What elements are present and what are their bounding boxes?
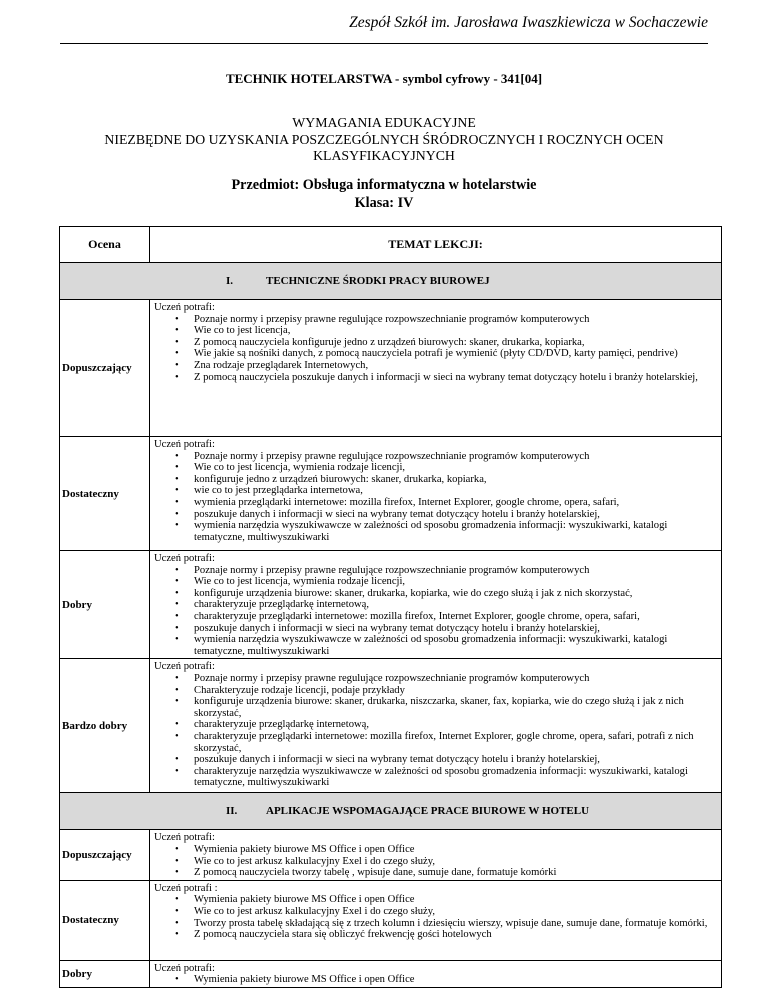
requirements-list — [154, 974, 717, 986]
grade-row — [60, 880, 722, 960]
list-item: • Z pomocą nauczyciela poszukuje danych i informacji w sieci na wybrany temat dotyczący hotelu i branży hotelarskiej, — [154, 372, 717, 384]
list-item: • Wie co to jest licencja, wymienia rodzaje licencji, — [154, 576, 717, 588]
list-item: • Poznaje normy i przepisy prawne regulujące rozpowszechnianie programów komputerowych — [154, 565, 717, 577]
list-item: • poszukuje danych i informacji w sieci na wybrany temat dotyczący hotelu i branży hotelarskiej, — [154, 623, 717, 635]
class-level: Klasa: IV — [354, 195, 414, 211]
list-item: • Wymienia pakiety biurowe MS Office i open Office — [154, 844, 717, 856]
grade-row — [60, 437, 722, 551]
list-item: • Z pomocą nauczyciela stara się obliczyć frekwencję gości hotelowych — [154, 929, 717, 941]
grade-row — [60, 830, 722, 880]
section-title: TECHNICZNE ŚRODKI PRACY BIUROWEJ — [266, 275, 490, 287]
profession-line — [0, 71, 768, 87]
section-heading — [60, 793, 722, 830]
list-item: • Z pomocą nauczyciela konfiguruje jedno z urządzeń biurowych: skaner, drukarka, kopiarka, — [154, 337, 717, 349]
list-item: • charakteryzuje przeglądarkę internetową, — [154, 599, 717, 611]
requirements-line-1: WYMAGANIA EDUKACYJNE — [292, 115, 476, 130]
subject-name: Przedmiot: Obsługa informatyczna w hotelarstwie — [231, 177, 537, 193]
school-name-header: Zespół Szkół im. Jarosława Iwaszkiewicza w Sochaczewie — [349, 14, 708, 31]
list-item: • Poznaje normy i przepisy prawne regulujące rozpowszechnianie programów komputerowych — [154, 673, 717, 685]
list-item: • charakteryzuje narzędzia wyszukiwawcze w zależności od sposobu gromadzenia informacji: wyszukiwarki, katalogi tematyczne, multiwyszukiwarki — [154, 766, 717, 789]
list-item: • Wie co to jest licencja, — [154, 325, 717, 337]
list-item: • wymienia narzędzia wyszukiwawcze w zależności od sposobu gromadzenia informacji: wyszukiwarki, katalogi tematyczne, multiwyszukiwarki — [154, 520, 717, 543]
list-item: • charakteryzuje przeglądarkę internetową, — [154, 719, 717, 731]
grade-requirements — [150, 551, 722, 659]
grade-label: Dobry — [60, 551, 150, 659]
requirements-line-3: KLASYFIKACYJNYCH — [313, 148, 455, 163]
requirements-lead: Uczeń potrafi: — [154, 439, 215, 450]
grade-label: Dostateczny — [60, 437, 150, 551]
requirements-line-2: NIEZBĘDNE DO UZYSKANIA POSZCZEGÓLNYCH ŚRÓDROCZNYCH I ROCZNYCH OCEN — [104, 131, 664, 147]
list-item: • Wymienia pakiety biurowe MS Office i open Office — [154, 894, 717, 906]
grade-requirements — [150, 830, 722, 880]
list-item: • konfiguruje jedno z urządzeń biurowych: skaner, drukarka, kopiarka, — [154, 474, 717, 486]
list-item: • poszukuje danych i informacji w sieci na wybrany temat dotyczący hotelu i branży hotelarskiej, — [154, 509, 717, 521]
section-row — [60, 793, 722, 830]
section-row — [60, 263, 722, 300]
list-item: • Zna rodzaje przeglądarek Internetowych, — [154, 360, 717, 372]
requirements-list — [154, 844, 717, 879]
grade-label: Dostateczny — [60, 880, 150, 960]
grade-label: Dopuszczający — [60, 830, 150, 880]
list-item: • charakteryzuje przeglądarki internetowe: mozilla firefox, Internet Explorer, gogle chrome, opera, safari, potrafi z nich skorzystać, — [154, 731, 717, 754]
requirements-list — [154, 314, 717, 384]
requirements-lead: Uczeń potrafi : — [154, 882, 218, 894]
profession-name: TECHNIK HOTELARSTWA — [225, 71, 392, 86]
table-header-row — [60, 227, 722, 263]
requirements-heading — [20, 115, 748, 165]
list-item: • wymienia przeglądarki internetowe: mozilla firefox, Internet Explorer, google chrome, opera, safari, — [154, 497, 717, 509]
grade-row — [60, 659, 722, 793]
column-header-topic: TEMAT LEKCJI: — [150, 227, 722, 263]
list-item: • Wie co to jest arkusz kalkulacyjny Exel i do czego służy, — [154, 906, 717, 918]
grade-label: Dopuszczający — [60, 300, 150, 437]
requirements-table — [59, 226, 722, 988]
list-item: • Poznaje normy i przepisy prawne regulujące rozpowszechnianie programów komputerowych — [154, 314, 717, 326]
list-item: • poszukuje danych i informacji w sieci na wybrany temat dotyczący hotelu i branży hotelarskiej, — [154, 754, 717, 766]
list-item: • charakteryzuje przeglądarki internetowe: mozilla firefox, Internet Explorer, google chrome, opera, safari, — [154, 611, 717, 623]
requirements-list — [154, 894, 717, 940]
list-item: • konfiguruje urządzenia biurowe: skaner, drukarka, kopiarka, wie do czego służą i jak z nich skorzystać, — [154, 588, 717, 600]
grade-requirements — [150, 300, 722, 437]
grade-row — [60, 551, 722, 659]
grade-row — [60, 960, 722, 987]
list-item: • Wymienia pakiety biurowe MS Office i open Office — [154, 974, 717, 986]
list-item: • Poznaje normy i przepisy prawne regulujące rozpowszechnianie programów komputerowych — [154, 451, 717, 463]
list-item: • wie co to jest przeglądarka internetowa, — [154, 485, 717, 497]
grade-requirements — [150, 960, 722, 987]
header-divider — [60, 43, 708, 44]
grade-label: Bardzo dobry — [60, 659, 150, 793]
column-header-grade: Ocena — [60, 227, 150, 263]
list-item: • konfiguruje urządzenia biurowe: skaner, drukarka, niszczarka, skaner, fax, kopiarka, wie do czego służą i jak z nich skorzystać, — [154, 696, 717, 719]
list-item: • Tworzy prosta tabelę składającą się z trzech kolumn i dziesięciu wierszy, wpisuje dane, sumuje dane, formatuje komórki, — [154, 918, 717, 930]
grade-row — [60, 300, 722, 437]
subject-heading — [0, 176, 768, 212]
grade-requirements — [150, 659, 722, 793]
list-item: • Charakteryzuje rodzaje licencji, podaje przykłady — [154, 685, 717, 697]
requirements-list — [154, 673, 717, 789]
list-item: • Wie co to jest licencja, wymienia rodzaje licencji, — [154, 462, 717, 474]
requirements-lead: Uczeń potrafi: — [154, 302, 215, 313]
list-item: • Wie co to jest arkusz kalkulacyjny Exel i do czego służy, — [154, 856, 717, 868]
grade-label: Dobry — [60, 960, 150, 987]
requirements-lead: Uczeń potrafi: — [154, 832, 215, 844]
requirements-list — [154, 451, 717, 544]
requirements-lead: Uczeń potrafi: — [154, 962, 215, 974]
section-heading — [60, 263, 722, 300]
requirements-list — [154, 565, 717, 658]
section-number: I. — [226, 275, 234, 287]
section-title: APLIKACJE WSPOMAGAJĄCE PRACE BIUROWE W HOTELU — [266, 805, 590, 818]
list-item: • wymienia narzędzia wyszukiwawcze w zależności od sposobu gromadzenia informacji: wyszukiwarki, katalogi tematyczne, multiwyszukiwarki — [154, 634, 717, 657]
requirements-lead: Uczeń potrafi: — [154, 553, 215, 564]
section-number: II. — [226, 805, 238, 818]
list-item: • Z pomocą nauczyciela tworzy tabelę , wpisuje dane, sumuje dane, formatuje komórki — [154, 867, 717, 879]
profession-symbol: - symbol cyfrowy - 341[04] — [391, 71, 543, 86]
grade-requirements — [150, 880, 722, 960]
grade-requirements — [150, 437, 722, 551]
list-item: • Wie jakie są nośniki danych, z pomocą nauczyciela potrafi je wymienić (płyty CD/DVD, karty pamięci, pendrive) — [154, 348, 717, 360]
requirements-lead: Uczeń potrafi: — [154, 661, 215, 673]
